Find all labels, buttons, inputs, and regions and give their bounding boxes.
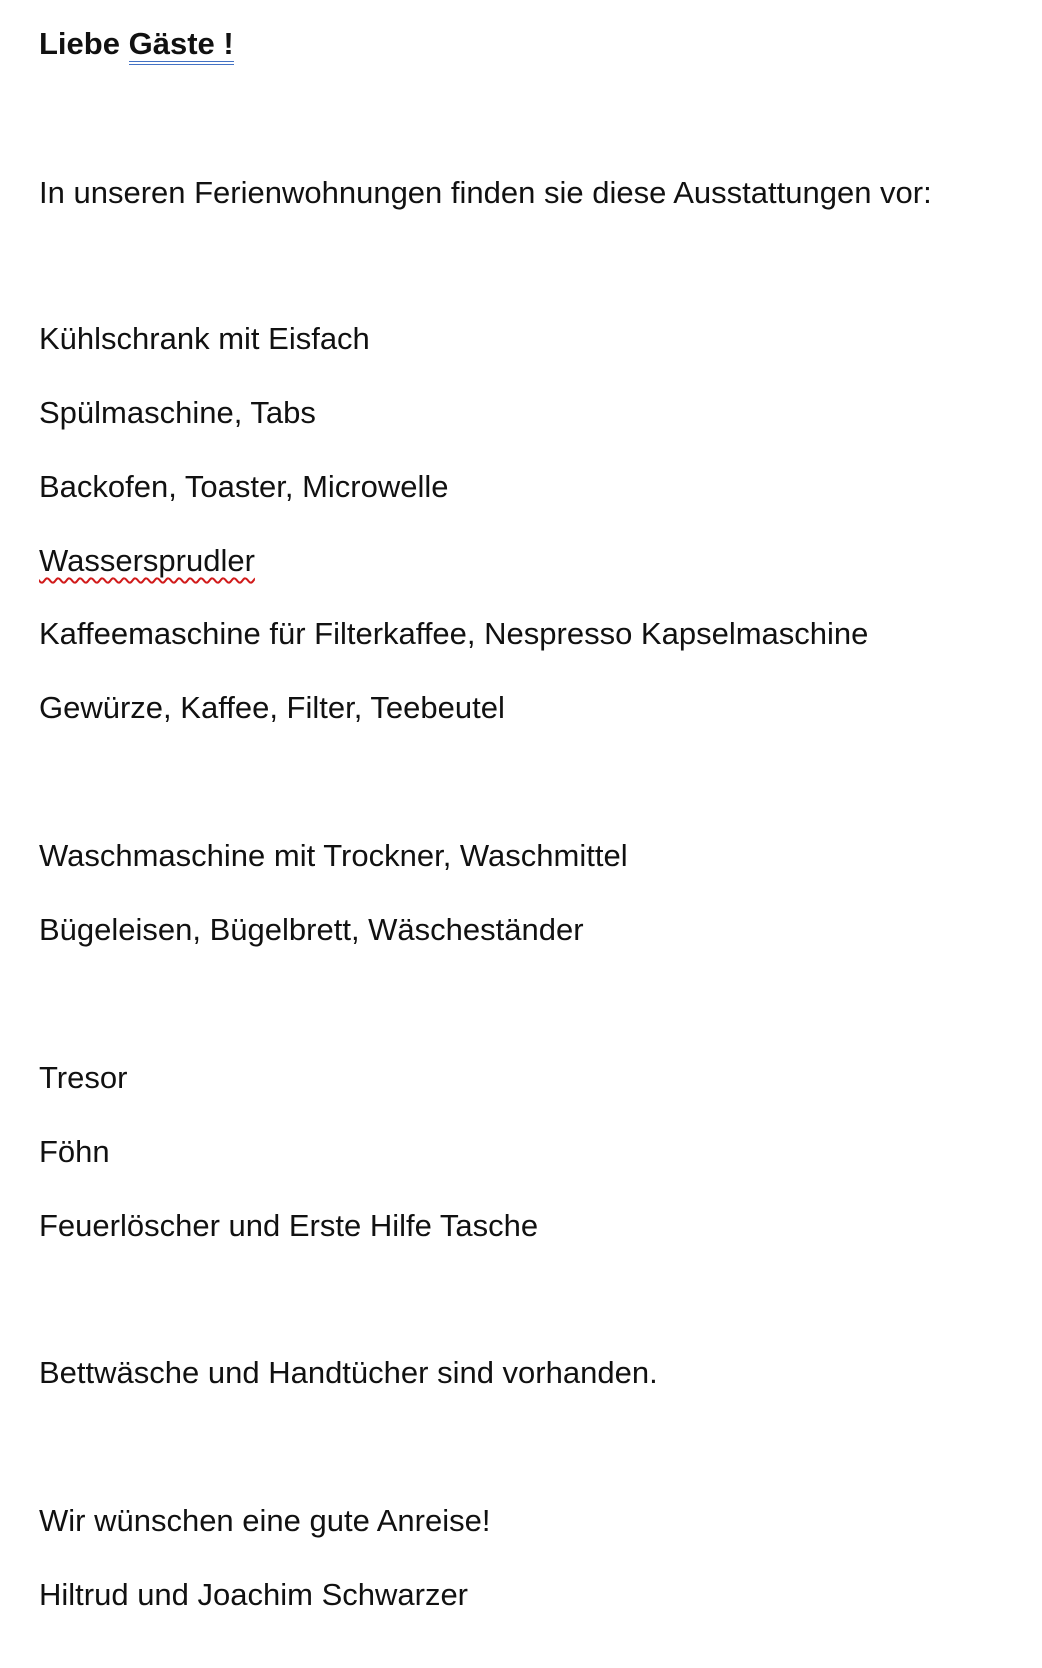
greeting-heading: [39, 24, 234, 65]
farewell-text: Wir wünschen eine gute Anreise!: [39, 1503, 491, 1538]
amenity-item: Kühlschrank mit Eisfach: [39, 321, 370, 356]
linen-note: Bettwäsche und Handtücher sind vorhanden.: [39, 1355, 658, 1390]
amenity-item: Backofen, Toaster, Microwelle: [39, 469, 449, 504]
amenity-item: Waschmaschine mit Trockner, Waschmittel: [39, 838, 628, 873]
amenity-item: [39, 541, 255, 581]
amenity-item: Feuerlöscher und Erste Hilfe Tasche: [39, 1208, 539, 1243]
amenity-item: Kaffeemaschine für Filterkaffee, Nespresso Kapselmaschine: [39, 616, 869, 651]
amenity-item: Föhn: [39, 1134, 110, 1169]
intro-text: In unseren Ferienwohnungen finden sie diese Ausstattungen vor:: [39, 175, 932, 210]
signature: Hiltrud und Joachim Schwarzer: [39, 1577, 469, 1612]
amenity-item: Spülmaschine, Tabs: [39, 395, 316, 430]
misspelled-word: Wassersprudler: [39, 543, 255, 578]
amenity-item: Gewürze, Kaffee, Filter, Teebeutel: [39, 690, 505, 725]
amenity-item: Tresor: [39, 1060, 128, 1095]
greeting-word: Gäste !: [129, 27, 234, 65]
amenity-item: Bügeleisen, Bügelbrett, Wäscheständer: [39, 912, 584, 947]
greeting-prefix: Liebe: [39, 26, 120, 61]
